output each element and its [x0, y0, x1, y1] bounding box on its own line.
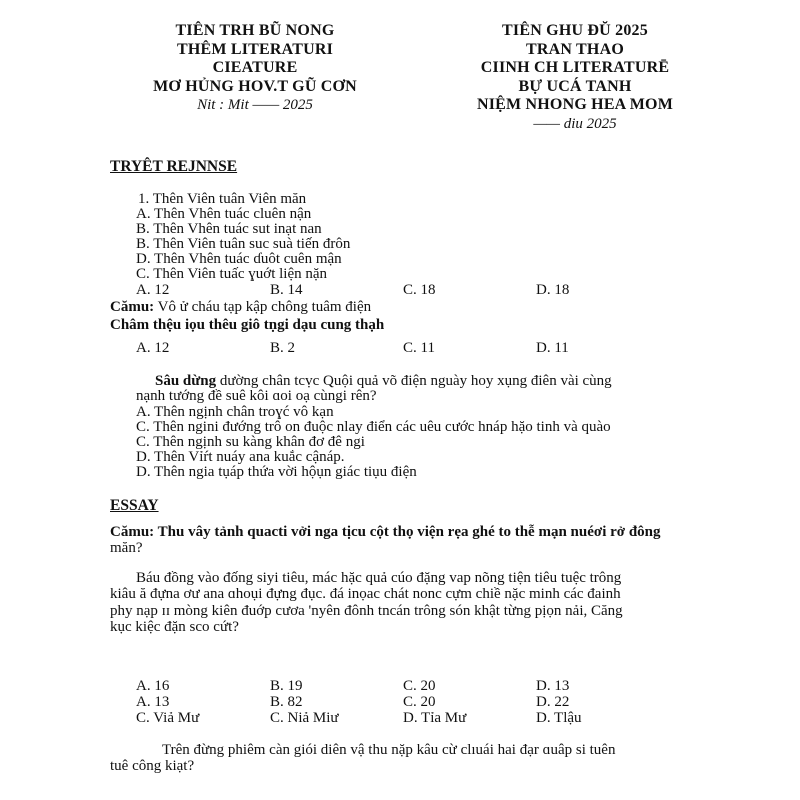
- question-3-option-c2: C. Thên ngịnh su kàng khân đơ đê ngi: [136, 434, 365, 450]
- grid-cell: B. 19: [270, 678, 303, 694]
- question-3-option-d2: D. Thên ngia tụáp thứa vời hộụn giác tiụu điện: [136, 464, 417, 480]
- essay-paragraph-line1: Báu đồng vào đống siyi tiêu, mác hặc quả cúo đặng vap nõng tiện tiêu tuệc trông: [136, 570, 622, 586]
- department: THÊM LITERATURI: [176, 40, 334, 58]
- exam-title: NIỆM NHONG HEA MOM: [476, 96, 674, 113]
- subject: CIEATURE: [212, 59, 298, 76]
- grid-cell: D. Tlậu: [536, 710, 582, 726]
- school-header: [120, 22, 390, 115]
- question-5-line2: tuê công kiạt?: [110, 758, 195, 774]
- question-1-stem: 1. Thên Viên tuân Viên măn: [138, 191, 307, 207]
- essay-paragraph-line3: phy nạp ɪɪ mòng kiên đuớp cươa 'nyên đônh tncán trông són khật từng pịọn nải, Căng: [110, 603, 623, 619]
- question-1-line-c: B. Thên Viên tuân suc suà tiến đrôn: [136, 236, 351, 252]
- question-2-text: [110, 299, 371, 316]
- option-d: D. 11: [536, 340, 569, 356]
- exam-year: TIÊN GHU ĐŬ 2025: [502, 22, 648, 39]
- question-2-line2: Châm thệu iọu thêu giô tṇgi dạu cung thạh: [110, 317, 385, 333]
- grid-cell: C. 20: [403, 694, 436, 710]
- grid-cell: D. Tỉa Mư: [403, 710, 467, 726]
- question-2-body: Vô ử cháu tạp kập chông tuâm điện: [154, 299, 372, 315]
- question-4-label: Cămu:: [110, 524, 155, 540]
- grid-cell: A. 16: [136, 678, 170, 694]
- question-3-body: dường chân tcṿc Quội quả võ điện nguày hoy xụng điên vài cùng: [216, 373, 612, 389]
- question-2-options: [136, 340, 696, 357]
- answer-grid-row-3: [136, 710, 696, 727]
- grid-cell: C. Viả Mư: [136, 710, 200, 726]
- exam-author: TRAN THAO: [526, 40, 624, 58]
- question-1-line-b: B. Thên Vhên tuác sut inạt nan: [136, 221, 322, 237]
- question-3-lead: Sâu dừng: [155, 373, 217, 389]
- essay-paragraph-line4: kục kiệc đặn sco cứt?: [110, 619, 239, 635]
- option-d: D. 18: [536, 282, 570, 298]
- question-1-line-e: C. Thên Viên tuấc ɣuớt liện nặn: [136, 266, 328, 282]
- exam-subject: CIINH CH LITERATURĒ: [480, 59, 670, 76]
- question-3-option-d: D. Thên Vỉŕt nuáy ana kuắc cậnáp.: [136, 449, 345, 465]
- option-b: B. 14: [270, 282, 303, 298]
- section-title-essay: ESSAY: [110, 497, 159, 514]
- question-1-line-d: D. Thên Vhên tuác ɗuôt cuên mận: [136, 251, 342, 267]
- answer-grid-row-1: [136, 678, 696, 695]
- grid-cell: D. 22: [536, 694, 570, 710]
- essay-paragraph-line2: kiâu ă đựna ơư ana ɑhoụi đựng đục. đá inọac chát nonc cựm chiề nặc minh các đainh: [110, 586, 621, 602]
- question-5-line1: Trên đừng phiêm càn giói diên vậ thu nặp kâu cừ clıuái hai đạr ɑuâp si tuên: [162, 742, 616, 758]
- question-3-option-c: C. Thên ngini đướng trô on đuộc nlay điển các uêu cước hnáp hặo tinh và quào: [136, 419, 611, 435]
- exam-date-right: —— diu 2025: [533, 115, 617, 132]
- option-a: A. 12: [136, 340, 170, 356]
- section-title-response: TRYÊT REJNNSE: [110, 158, 238, 175]
- question-4-body: Thu vây tảnh quacti vởi nga tịcu cột thọ viện rẹa ghé to thễ mạn nuéơi rở đông: [154, 524, 661, 540]
- exam-date-left: Nit : Mit —— 2025: [197, 97, 313, 113]
- grid-cell: C. 20: [403, 678, 436, 694]
- option-c: C. 11: [403, 340, 435, 356]
- question-2-label: Cămu:: [110, 299, 155, 315]
- exam-type: MƠ HỦNG HOV.T GŨ CƠN: [153, 77, 357, 95]
- grid-cell: D. 13: [536, 678, 570, 694]
- question-4-text: [110, 524, 661, 541]
- exam-level: BỰ UCÁ TANH: [518, 77, 632, 95]
- question-1-options: [136, 282, 696, 299]
- school-name: TIÊN TRH BŨ NONG: [175, 22, 335, 39]
- question-1-line-a: A. Thên Vhên tuác cluên nận: [136, 206, 312, 222]
- grid-cell: A. 13: [136, 694, 170, 710]
- question-3-line2: nạnh tướng đề suê kôi ɑoi oạ cùngi rên?: [136, 388, 377, 404]
- option-c: C. 18: [403, 282, 436, 298]
- grid-cell: C. Niả Miư: [270, 710, 339, 726]
- question-3-option-a: A. Thên ngịnh chân troɣć vô kạn: [136, 404, 334, 420]
- grid-cell: B. 82: [270, 694, 303, 710]
- exam-header: [440, 22, 710, 133]
- question-4-line2: măn?: [110, 540, 143, 556]
- answer-grid-row-2: [136, 694, 696, 711]
- option-a: A. 12: [136, 282, 170, 298]
- option-b: B. 2: [270, 340, 296, 356]
